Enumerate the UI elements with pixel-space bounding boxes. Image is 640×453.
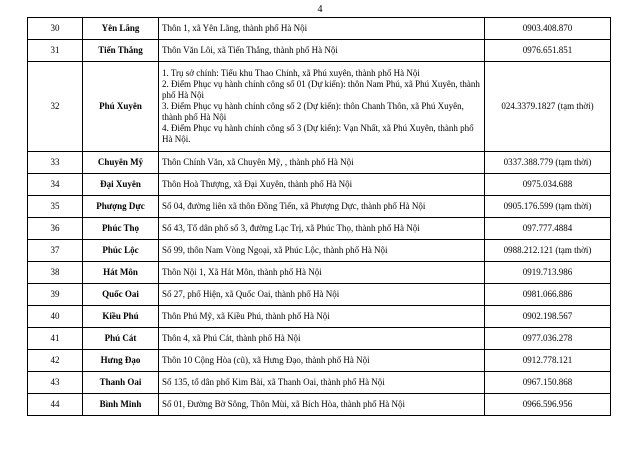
table-row [28,306,611,328]
address-line: Thôn Nội 1, Xã Hát Môn, thành phố Hà Nội [162,267,322,277]
row-number: 44 [28,394,83,416]
page-number: 4 [317,4,323,15]
address-line: 2. Điểm Phục vụ hành chính công số 01 (Dự kiến): thôn Nam Phú, xã Phú Xuyên, thành phố Hà Nội [162,79,480,100]
commune-name: Bình Minh [83,394,159,416]
commune-name: Đại Xuyên [83,174,159,196]
commune-name: Phú Cát [83,328,159,350]
row-number: 34 [28,174,83,196]
row-number: 40 [28,306,83,328]
address-cell [159,174,485,196]
phone-number: 0975.034.688 [485,174,611,196]
table-row [28,152,611,174]
address-cell [159,350,485,372]
row-number: 32 [28,62,83,152]
address-cell [159,306,485,328]
address-cell [159,152,485,174]
address-cell [159,62,485,152]
address-line: 3. Điểm Phục vụ hành chính công số 2 (Dự kiến): thôn Chanh Thôn, xã Phú Xuyên, thành phố Hà Nội [162,101,464,122]
address-line: Thôn Hoà Thượng, xã Đại Xuyên, thành phố Hà Nội [162,179,353,189]
table-row [28,174,611,196]
row-number: 42 [28,350,83,372]
phone-number: 0981.066.886 [485,284,611,306]
row-number: 36 [28,218,83,240]
address-line: 1. Trụ sở chính: Tiểu khu Thao Chính, xã Phú xuyên, thành phố Hà Nội [162,68,420,78]
commune-name: Hát Môn [83,262,159,284]
address-line: Thôn 10 Cộng Hòa (cũ), xã Hưng Đạo, thành phố Hà Nội [162,355,370,365]
commune-name: Chuyên Mỹ [83,152,159,174]
phone-number: 0977.036.278 [485,328,611,350]
phone-number: 0337.388.779 (tạm thời) [485,152,611,174]
phone-number: 0902.198.567 [485,306,611,328]
address-cell [159,240,485,262]
commune-name: Tiến Thắng [83,40,159,62]
phone-number: 0988.212.121 (tạm thời) [485,240,611,262]
address-line: Số 27, phố Hiện, xã Quốc Oai, thành phố Hà Nội [162,289,340,299]
row-number: 41 [28,328,83,350]
address-line: 4. Điểm Phục vụ hành chính công số 3 (Dự kiến): Vạn Nhất, xã Phú Xuyên, thành phố Hà Nội. [162,123,474,144]
table-row [28,328,611,350]
row-number: 38 [28,262,83,284]
commune-table-body [28,18,611,416]
table-row [28,18,611,40]
address-line: Thôn 1, xã Yên Lãng, thành phố Hà Nội [162,23,308,33]
table-row [28,372,611,394]
address-line: Số 43, Tổ dân phố số 3, đường Lạc Trị, xã Phúc Thọ, thành phố Hà Nội [162,223,420,233]
commune-table [27,17,611,416]
commune-name: Hưng Đạo [83,350,159,372]
row-number: 30 [28,18,83,40]
address-cell [159,218,485,240]
address-cell [159,18,485,40]
address-line: Số 01, Đường Bờ Sông, Thôn Mùi, xã Bích Hòa, thành phố Hà Nội [162,399,405,409]
phone-number: 0966.596.956 [485,394,611,416]
address-cell [159,262,485,284]
phone-number: 0976.651.851 [485,40,611,62]
row-number: 31 [28,40,83,62]
address-cell [159,40,485,62]
commune-name: Quốc Oai [83,284,159,306]
address-line: Số 04, đường liên xã thôn Đồng Tiến, xã Phượng Dực, thành phố Hà Nội [162,201,426,211]
address-line: Số 99, thôn Nam Vòng Ngoại, xã Phúc Lộc, thành phố Hà Nội [162,245,388,255]
row-number: 37 [28,240,83,262]
phone-number: 0967.150.868 [485,372,611,394]
address-line: Thôn Văn Lôi, xã Tiến Thắng, thành phố Hà Nội [162,45,338,55]
phone-number: 0912.778.121 [485,350,611,372]
address-line: Thôn Chính Văn, xã Chuyên Mỹ, , thành phố Hà Nội [162,157,354,167]
address-cell [159,372,485,394]
table-row [28,196,611,218]
commune-name: Yên Lãng [83,18,159,40]
address-cell [159,328,485,350]
commune-name: Thanh Oai [83,372,159,394]
table-row [28,350,611,372]
phone-number: 0903.408.870 [485,18,611,40]
commune-name: Phúc Thọ [83,218,159,240]
commune-name: Phú Xuyên [83,62,159,152]
commune-name: Kiều Phú [83,306,159,328]
row-number: 35 [28,196,83,218]
table-row [28,62,611,152]
table-row [28,240,611,262]
table-row [28,40,611,62]
phone-number: 0905.176.599 (tạm thời) [485,196,611,218]
row-number: 43 [28,372,83,394]
address-cell [159,394,485,416]
table-row [28,218,611,240]
table-row [28,284,611,306]
phone-number: 0919.713.986 [485,262,611,284]
table-row [28,394,611,416]
commune-name: Phượng Dực [83,196,159,218]
row-number: 33 [28,152,83,174]
phone-number: 024.3379.1827 (tạm thời) [485,62,611,152]
address-cell [159,196,485,218]
address-line: Thôn 4, xã Phú Cát, thành phố Hà Nội [162,333,301,343]
commune-name: Phúc Lộc [83,240,159,262]
row-number: 39 [28,284,83,306]
table-row [28,262,611,284]
phone-number: 097.777.4884 [485,218,611,240]
address-line: Số 135, tổ dân phố Kim Bài, xã Thanh Oai, thành phố Hà Nội [162,377,385,387]
address-cell [159,284,485,306]
address-line: Thôn Phú Mỹ, xã Kiều Phú, thành phố Hà Nội [162,311,330,321]
